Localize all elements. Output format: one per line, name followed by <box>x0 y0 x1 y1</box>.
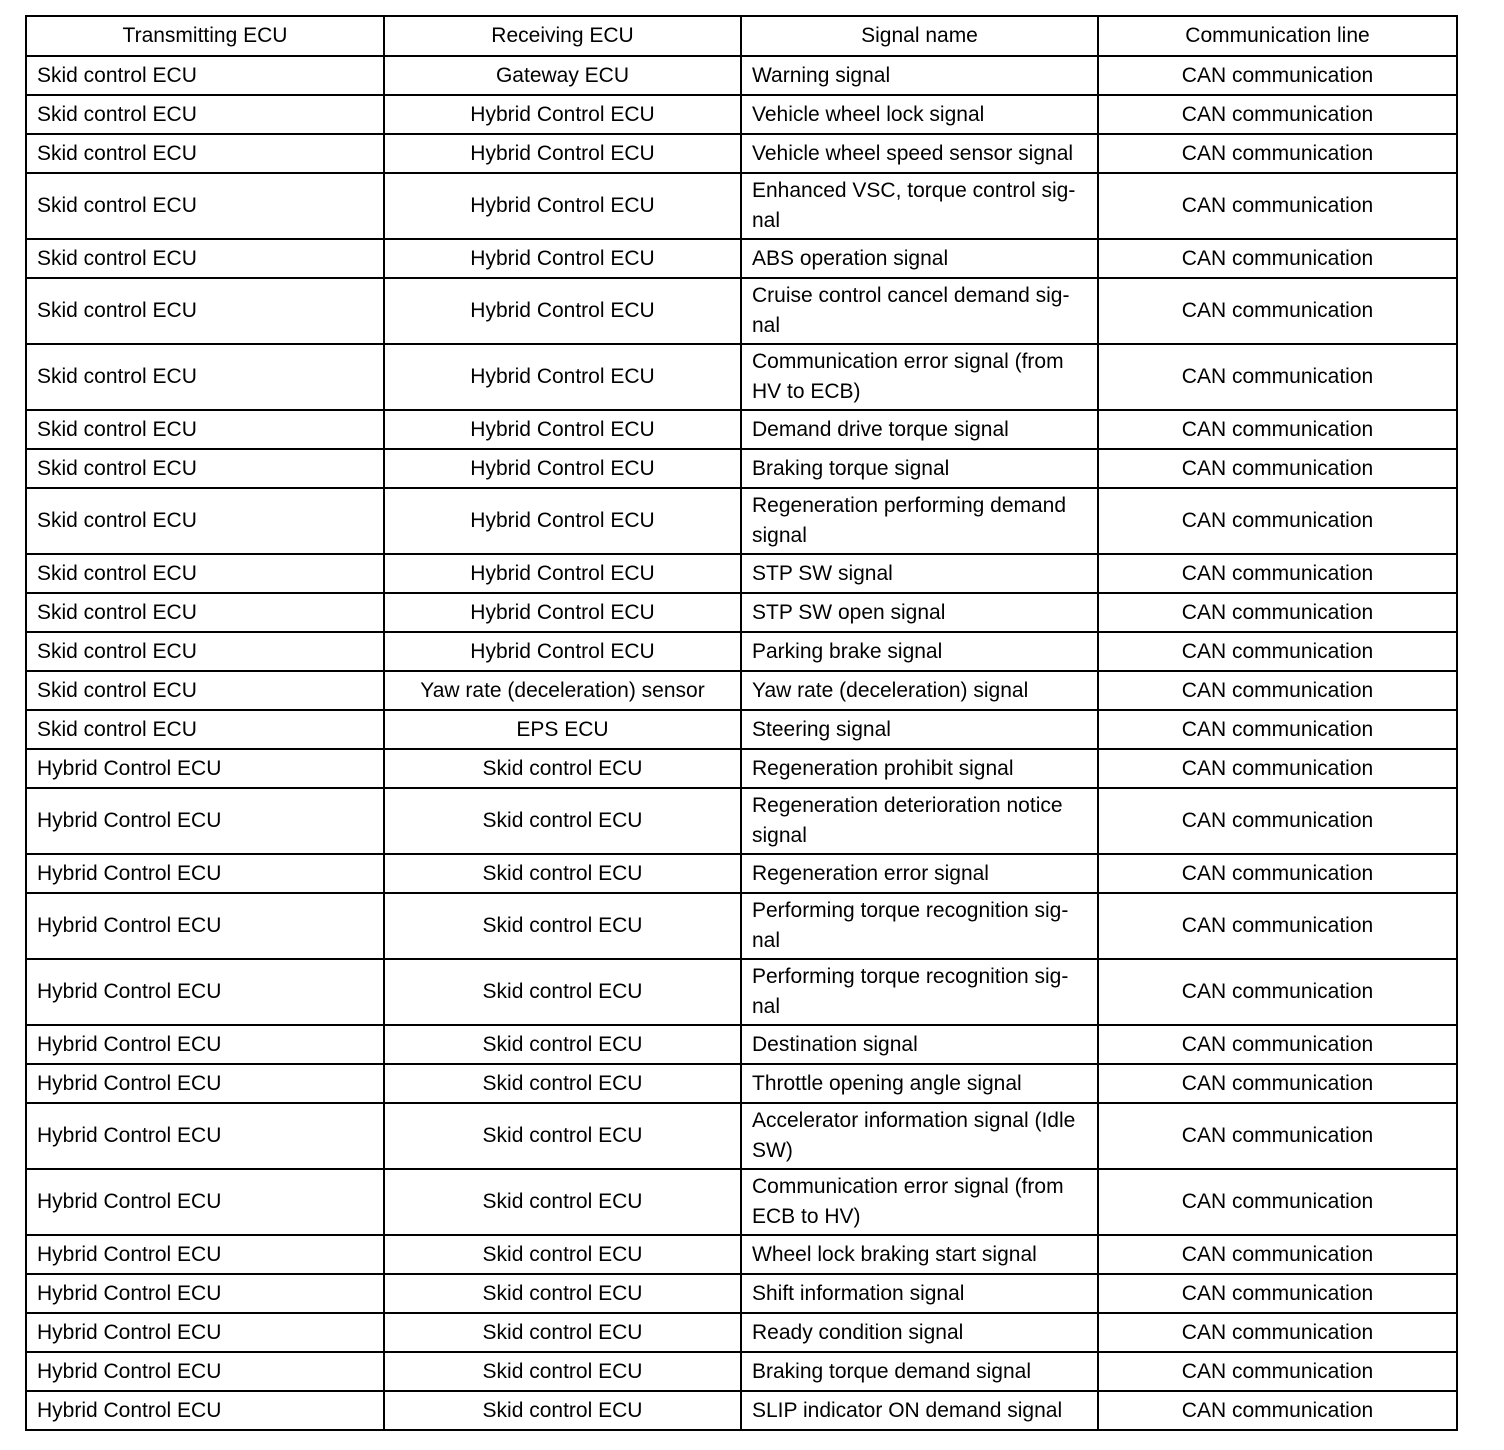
communication-line-cell: CAN communication <box>1098 1274 1457 1313</box>
communication-line-cell: CAN communication <box>1098 854 1457 893</box>
receiving-ecu-cell: Skid control ECU <box>384 1391 741 1430</box>
transmitting-ecu-cell: Hybrid Control ECU <box>26 749 384 788</box>
transmitting-ecu-cell: Skid control ECU <box>26 632 384 671</box>
table-row <box>26 278 1457 344</box>
signal-name-cell <box>741 344 1098 410</box>
signal-name-line: nal <box>752 314 781 337</box>
signal-name-cell <box>741 671 1098 710</box>
signal-name-line: nal <box>752 209 781 232</box>
receiving-ecu-cell: Hybrid Control ECU <box>384 134 741 173</box>
table-row <box>26 1064 1457 1103</box>
signal-name-line: Regeneration performing demand <box>752 494 1067 517</box>
signal-name-cell <box>741 1274 1098 1313</box>
table-row <box>26 632 1457 671</box>
signal-name-cell <box>741 1025 1098 1064</box>
receiving-ecu-cell: Hybrid Control ECU <box>384 449 741 488</box>
receiving-ecu-cell: Yaw rate (deceleration) sensor <box>384 671 741 710</box>
signal-name-line: Enhanced VSC, torque control sig- <box>752 179 1076 202</box>
communication-line-cell: CAN communication <box>1098 410 1457 449</box>
table-header <box>26 16 1457 56</box>
table-row <box>26 710 1457 749</box>
signal-name-line: SW) <box>752 1139 793 1162</box>
signal-name-line: SLIP indicator ON demand signal <box>752 1398 1063 1422</box>
communication-line-cell: CAN communication <box>1098 488 1457 554</box>
signal-name-cell <box>741 488 1098 554</box>
communication-line-cell: CAN communication <box>1098 554 1457 593</box>
table-row <box>26 488 1457 554</box>
signal-name-line: Steering signal <box>752 717 891 741</box>
signal-name-cell <box>741 554 1098 593</box>
receiving-ecu-cell: Skid control ECU <box>384 1352 741 1391</box>
signal-name-line: Performing torque recognition sig- <box>752 965 1069 988</box>
table-row <box>26 1025 1457 1064</box>
table-body <box>26 56 1457 1430</box>
signal-name-line: Parking brake signal <box>752 639 943 663</box>
signal-name-line: Regeneration prohibit signal <box>752 756 1014 780</box>
communication-line-cell: CAN communication <box>1098 1169 1457 1235</box>
signal-name-line: signal <box>752 524 807 547</box>
receiving-ecu-cell: Skid control ECU <box>384 1313 741 1352</box>
transmitting-ecu-cell: Hybrid Control ECU <box>26 1391 384 1430</box>
table-row <box>26 671 1457 710</box>
signal-name-cell <box>741 593 1098 632</box>
receiving-ecu-cell: Hybrid Control ECU <box>384 554 741 593</box>
transmitting-ecu-cell: Skid control ECU <box>26 344 384 410</box>
communication-line-cell: CAN communication <box>1098 893 1457 959</box>
signal-name-line: HV to ECB) <box>752 380 861 403</box>
signal-name-line: ECB to HV) <box>752 1205 861 1228</box>
communication-line-cell: CAN communication <box>1098 632 1457 671</box>
communication-line-cell: CAN communication <box>1098 1352 1457 1391</box>
receiving-ecu-cell: EPS ECU <box>384 710 741 749</box>
receiving-ecu-cell: Hybrid Control ECU <box>384 488 741 554</box>
communication-line-cell: CAN communication <box>1098 710 1457 749</box>
signal-name-line: Throttle opening angle signal <box>752 1071 1022 1095</box>
transmitting-ecu-cell: Hybrid Control ECU <box>26 959 384 1025</box>
signal-name-line: Wheel lock braking start signal <box>752 1242 1037 1266</box>
receiving-ecu-cell: Skid control ECU <box>384 1103 741 1169</box>
signal-name-line: ABS operation signal <box>752 246 949 270</box>
communication-line-cell: CAN communication <box>1098 788 1457 854</box>
signal-name-line: Accelerator information signal (Idle <box>752 1109 1076 1132</box>
signal-name-line: Braking torque signal <box>752 456 950 480</box>
signal-name-line: signal <box>752 824 807 847</box>
transmitting-ecu-cell: Hybrid Control ECU <box>26 1313 384 1352</box>
signal-name-line: Communication error signal (from <box>752 350 1064 373</box>
signal-name-line: Vehicle wheel lock signal <box>752 102 985 126</box>
transmitting-ecu-cell: Hybrid Control ECU <box>26 1103 384 1169</box>
signal-name-line: STP SW open signal <box>752 600 946 624</box>
transmitting-ecu-cell: Hybrid Control ECU <box>26 1064 384 1103</box>
signal-name-cell <box>741 959 1098 1025</box>
table-row <box>26 1103 1457 1169</box>
table-row <box>26 1169 1457 1235</box>
signal-name-cell <box>741 632 1098 671</box>
receiving-ecu-cell: Hybrid Control ECU <box>384 239 741 278</box>
receiving-ecu-cell: Hybrid Control ECU <box>384 278 741 344</box>
transmitting-ecu-cell: Skid control ECU <box>26 95 384 134</box>
table-row <box>26 134 1457 173</box>
header-receiving-ecu: Receiving ECU <box>384 16 741 56</box>
receiving-ecu-cell: Skid control ECU <box>384 788 741 854</box>
communication-line-cell: CAN communication <box>1098 1064 1457 1103</box>
signal-name-cell <box>741 1352 1098 1391</box>
table-row <box>26 788 1457 854</box>
transmitting-ecu-cell: Hybrid Control ECU <box>26 1274 384 1313</box>
communication-line-cell: CAN communication <box>1098 671 1457 710</box>
signal-name-cell <box>741 788 1098 854</box>
signal-name-line: Communication error signal (from <box>752 1175 1064 1198</box>
receiving-ecu-cell: Hybrid Control ECU <box>384 95 741 134</box>
signal-name-cell <box>741 1103 1098 1169</box>
signal-name-cell <box>741 1313 1098 1352</box>
transmitting-ecu-cell: Skid control ECU <box>26 593 384 632</box>
signal-name-cell <box>741 1391 1098 1430</box>
transmitting-ecu-cell: Skid control ECU <box>26 239 384 278</box>
signal-name-line: Shift information signal <box>752 1281 965 1305</box>
signal-name-cell <box>741 134 1098 173</box>
communication-line-cell: CAN communication <box>1098 239 1457 278</box>
receiving-ecu-cell: Skid control ECU <box>384 749 741 788</box>
communication-line-cell: CAN communication <box>1098 749 1457 788</box>
communication-line-cell: CAN communication <box>1098 56 1457 95</box>
receiving-ecu-cell: Skid control ECU <box>384 854 741 893</box>
communication-line-cell: CAN communication <box>1098 95 1457 134</box>
signal-name-cell <box>741 1064 1098 1103</box>
receiving-ecu-cell: Skid control ECU <box>384 1169 741 1235</box>
table-row <box>26 1352 1457 1391</box>
header-transmitting-ecu: Transmitting ECU <box>26 16 384 56</box>
table-row <box>26 593 1457 632</box>
signal-name-line: Yaw rate (deceleration) signal <box>752 678 1029 702</box>
receiving-ecu-cell: Skid control ECU <box>384 1235 741 1274</box>
transmitting-ecu-cell: Skid control ECU <box>26 554 384 593</box>
signal-name-line: Braking torque demand signal <box>752 1359 1032 1383</box>
communication-line-cell: CAN communication <box>1098 1235 1457 1274</box>
communication-line-cell: CAN communication <box>1098 134 1457 173</box>
receiving-ecu-cell: Hybrid Control ECU <box>384 173 741 239</box>
table-row <box>26 95 1457 134</box>
table-row <box>26 173 1457 239</box>
signal-name-cell <box>741 278 1098 344</box>
signal-name-cell <box>741 1169 1098 1235</box>
signal-name-cell <box>741 95 1098 134</box>
receiving-ecu-cell: Hybrid Control ECU <box>384 344 741 410</box>
receiving-ecu-cell: Skid control ECU <box>384 893 741 959</box>
signal-name-cell <box>741 710 1098 749</box>
signal-name-cell <box>741 239 1098 278</box>
receiving-ecu-cell: Gateway ECU <box>384 56 741 95</box>
transmitting-ecu-cell: Hybrid Control ECU <box>26 1235 384 1274</box>
communication-line-cell: CAN communication <box>1098 449 1457 488</box>
transmitting-ecu-cell: Hybrid Control ECU <box>26 1352 384 1391</box>
communication-line-cell: CAN communication <box>1098 1313 1457 1352</box>
table-row <box>26 554 1457 593</box>
transmitting-ecu-cell: Skid control ECU <box>26 671 384 710</box>
receiving-ecu-cell: Skid control ECU <box>384 1274 741 1313</box>
transmitting-ecu-cell: Skid control ECU <box>26 710 384 749</box>
transmitting-ecu-cell: Skid control ECU <box>26 173 384 239</box>
communication-line-cell: CAN communication <box>1098 959 1457 1025</box>
table-row <box>26 410 1457 449</box>
table-row <box>26 854 1457 893</box>
transmitting-ecu-cell: Skid control ECU <box>26 449 384 488</box>
receiving-ecu-cell: Hybrid Control ECU <box>384 632 741 671</box>
communication-line-cell: CAN communication <box>1098 344 1457 410</box>
table-row <box>26 1391 1457 1430</box>
transmitting-ecu-cell: Skid control ECU <box>26 278 384 344</box>
signal-name-line: Regeneration error signal <box>752 861 989 885</box>
receiving-ecu-cell: Hybrid Control ECU <box>384 410 741 449</box>
table-row <box>26 449 1457 488</box>
signal-name-cell <box>741 410 1098 449</box>
signal-name-cell <box>741 173 1098 239</box>
transmitting-ecu-cell: Hybrid Control ECU <box>26 1025 384 1064</box>
table-row <box>26 56 1457 95</box>
table-row <box>26 344 1457 410</box>
transmitting-ecu-cell: Skid control ECU <box>26 488 384 554</box>
table-row <box>26 1235 1457 1274</box>
communication-line-cell: CAN communication <box>1098 173 1457 239</box>
signal-name-line: Cruise control cancel demand sig- <box>752 284 1070 307</box>
signal-name-line: Demand drive torque signal <box>752 417 1009 441</box>
receiving-ecu-cell: Hybrid Control ECU <box>384 593 741 632</box>
signal-name-cell <box>741 854 1098 893</box>
communication-line-cell: CAN communication <box>1098 1391 1457 1430</box>
signal-name-line: Warning signal <box>752 63 891 87</box>
communication-line-cell: CAN communication <box>1098 1103 1457 1169</box>
signal-name-line: Ready condition signal <box>752 1320 964 1344</box>
signal-name-cell <box>741 449 1098 488</box>
table-row <box>26 239 1457 278</box>
signal-name-cell <box>741 749 1098 788</box>
signal-name-line: STP SW signal <box>752 561 893 585</box>
table-row <box>26 1313 1457 1352</box>
receiving-ecu-cell: Skid control ECU <box>384 959 741 1025</box>
transmitting-ecu-cell: Hybrid Control ECU <box>26 1169 384 1235</box>
table-row <box>26 749 1457 788</box>
table-row <box>26 893 1457 959</box>
signal-name-cell <box>741 1235 1098 1274</box>
signal-table <box>25 15 1458 1431</box>
transmitting-ecu-cell: Skid control ECU <box>26 134 384 173</box>
signal-name-line: Destination signal <box>752 1032 918 1056</box>
signal-name-cell <box>741 56 1098 95</box>
header-signal-name: Signal name <box>741 16 1098 56</box>
signal-name-line: Regeneration deterioration notice <box>752 794 1063 817</box>
signal-name-cell <box>741 893 1098 959</box>
receiving-ecu-cell: Skid control ECU <box>384 1025 741 1064</box>
signal-name-line: nal <box>752 929 781 952</box>
transmitting-ecu-cell: Hybrid Control ECU <box>26 893 384 959</box>
transmitting-ecu-cell: Skid control ECU <box>26 56 384 95</box>
receiving-ecu-cell: Skid control ECU <box>384 1064 741 1103</box>
transmitting-ecu-cell: Hybrid Control ECU <box>26 788 384 854</box>
transmitting-ecu-cell: Hybrid Control ECU <box>26 854 384 893</box>
communication-line-cell: CAN communication <box>1098 278 1457 344</box>
signal-name-line: nal <box>752 995 781 1018</box>
communication-line-cell: CAN communication <box>1098 1025 1457 1064</box>
communication-line-cell: CAN communication <box>1098 593 1457 632</box>
header-row <box>26 16 1457 56</box>
signal-name-line: Vehicle wheel speed sensor signal <box>752 141 1074 165</box>
table-row <box>26 1274 1457 1313</box>
header-communication-line: Communication line <box>1098 16 1457 56</box>
transmitting-ecu-cell: Skid control ECU <box>26 410 384 449</box>
signal-name-line: Performing torque recognition sig- <box>752 899 1069 922</box>
table-row <box>26 959 1457 1025</box>
